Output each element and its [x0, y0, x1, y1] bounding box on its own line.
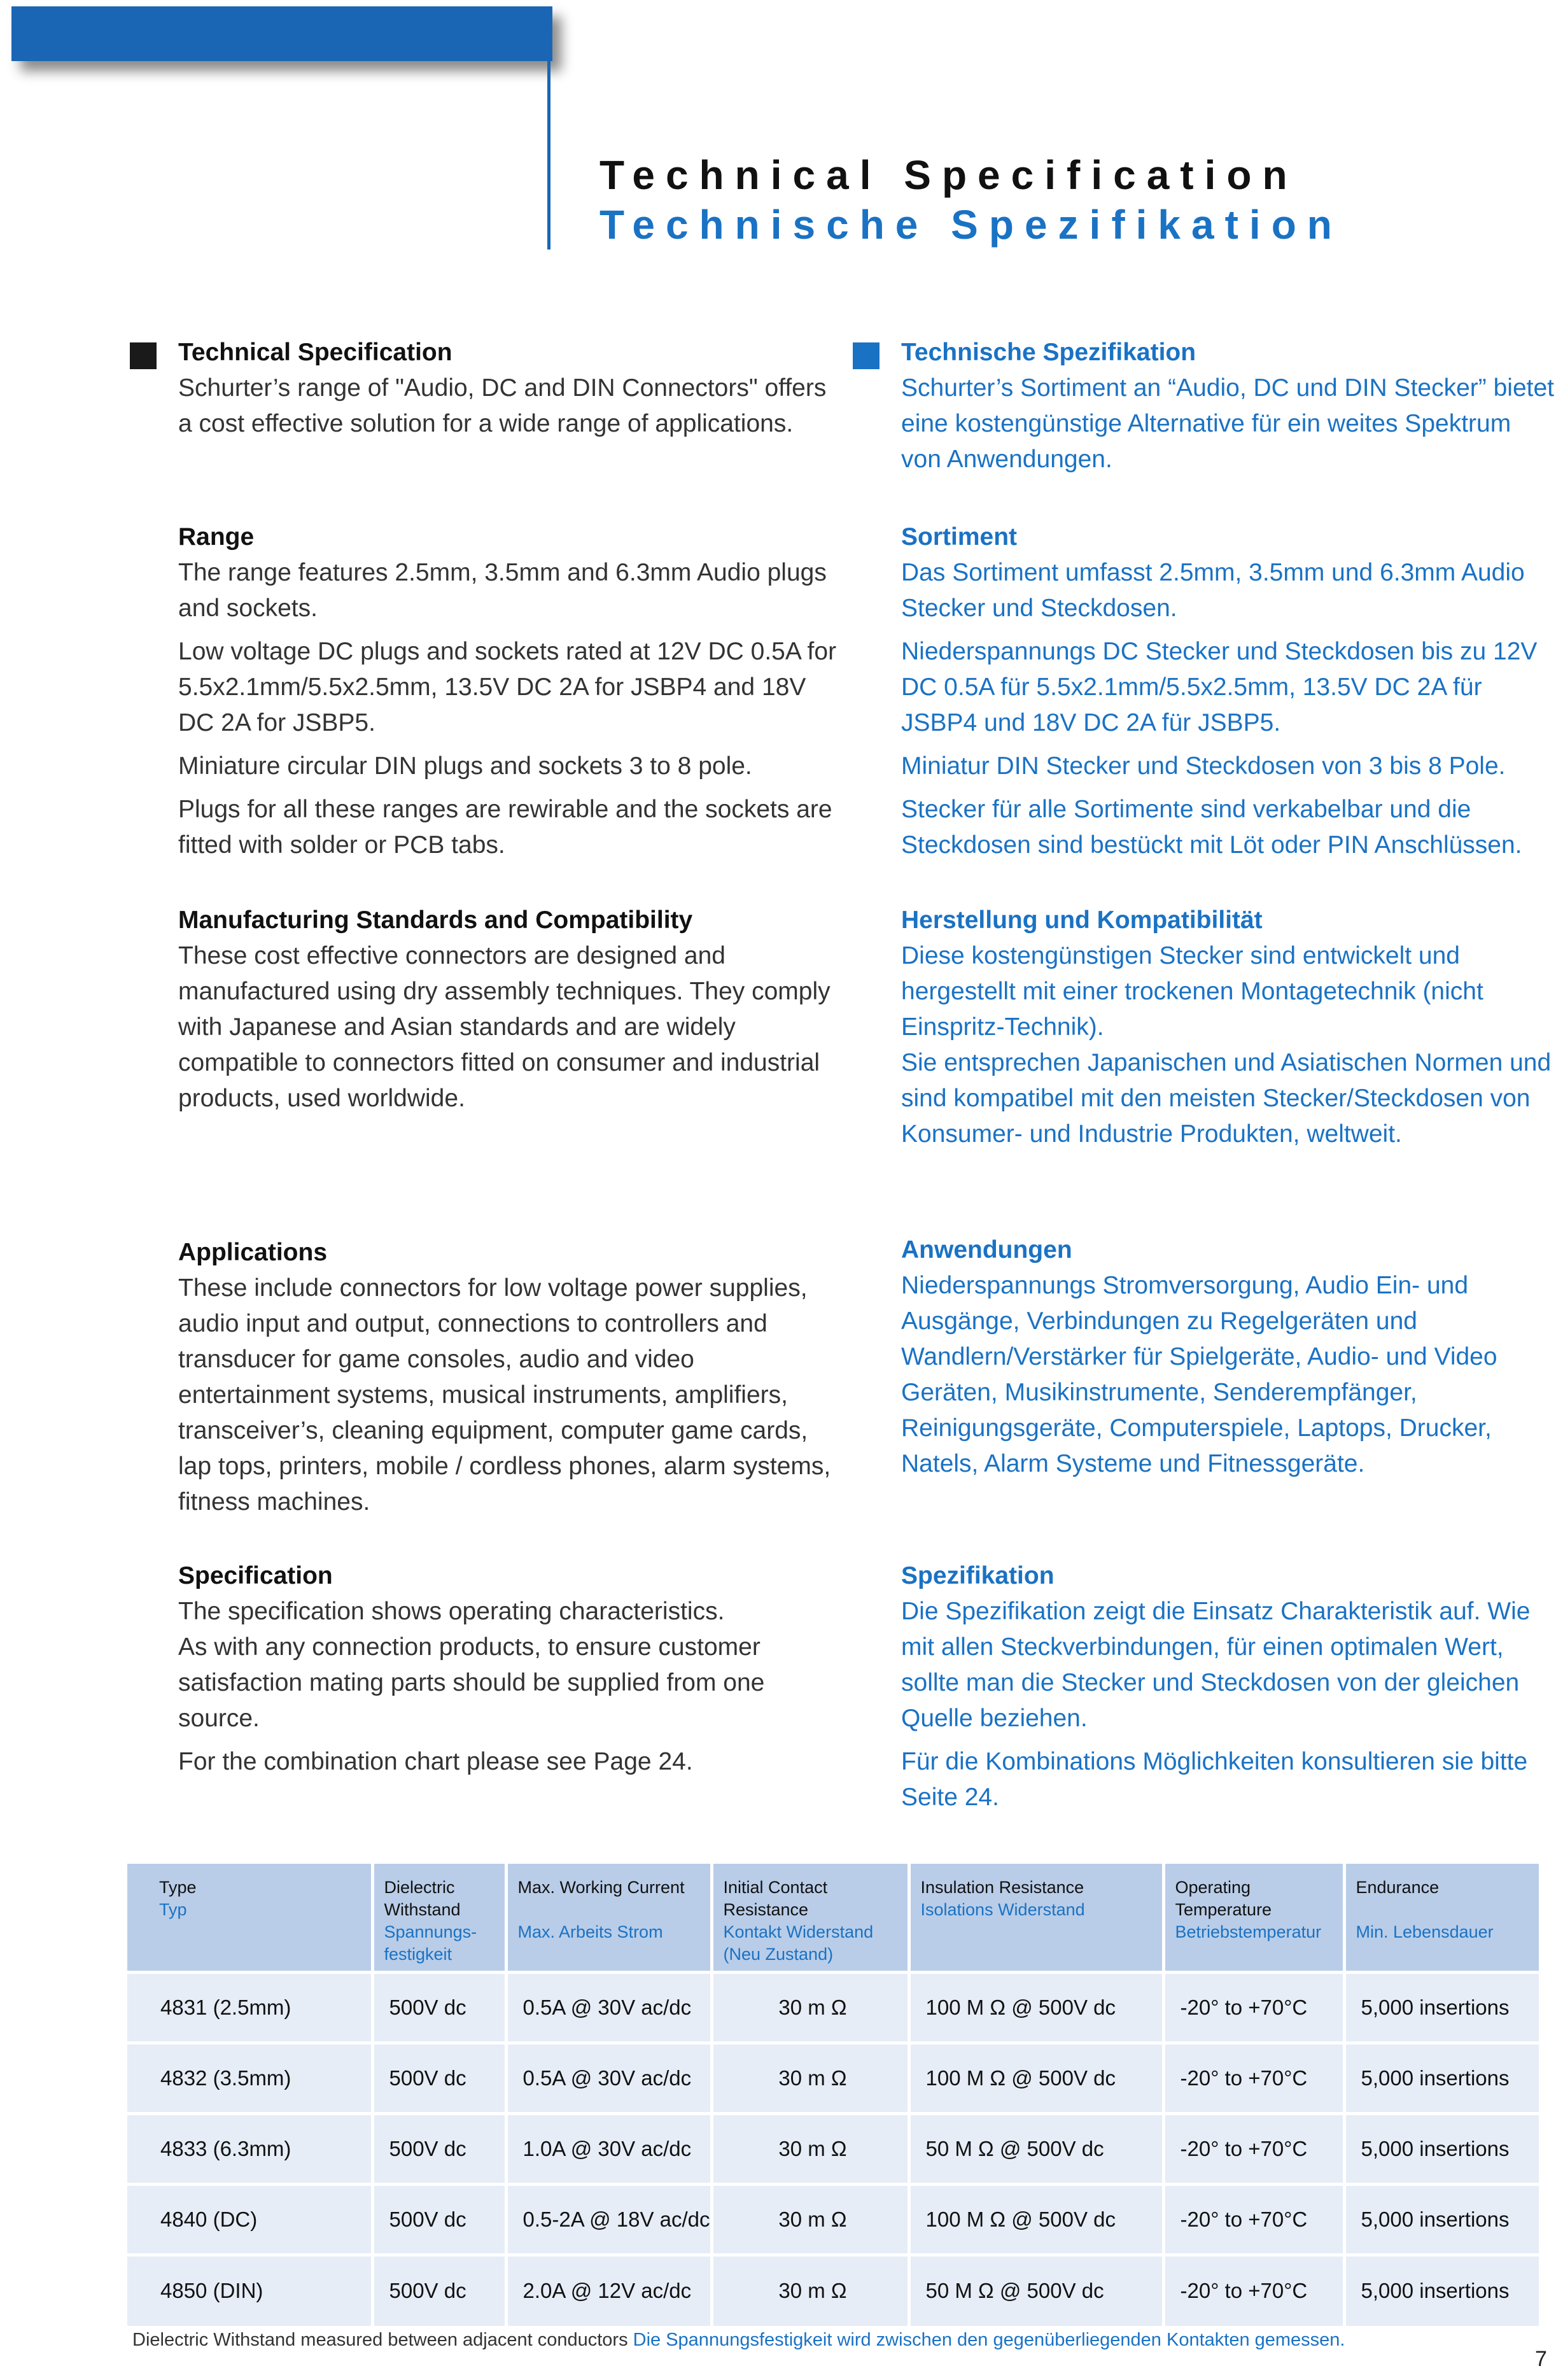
table-cell: 100 M Ω @ 500V dc: [909, 1973, 1163, 2043]
table-cell: 30 m Ω: [711, 1973, 909, 2043]
en-specification-section: [178, 1558, 840, 1787]
en-applications-heading: Applications: [178, 1239, 328, 1266]
table-row: [127, 2114, 1540, 2185]
column-header-temperature: Operating Temperature Betriebstemperatur: [1163, 1864, 1344, 1973]
de-specification-heading: Spezifikation: [901, 1562, 1055, 1589]
table-cell: -20° to +70°C: [1163, 2114, 1344, 2185]
en-applications-section: [178, 1235, 840, 1528]
table-footnote: [132, 2330, 1345, 2351]
table-cell: 1.0A @ 30V ac/dc: [506, 2114, 711, 2185]
table-cell: 50 M Ω @ 500V dc: [909, 2255, 1163, 2326]
column-header-endurance: Endurance Min. Lebensdauer: [1344, 1864, 1540, 1973]
de-specification-section: [901, 1558, 1557, 1823]
page-number: 7: [1535, 2347, 1547, 2371]
en-intro-heading: Technical Specification: [178, 339, 452, 366]
en-specification-p2: As with any connection products, to ensure customer satisfaction mating parts should be supplied from one source.: [178, 1633, 765, 1732]
page-title-en: Technical Specification: [599, 152, 1298, 198]
en-range-p1: The range features 2.5mm, 3.5mm and 6.3mm Audio plugs and sockets.: [178, 559, 827, 622]
column-header-dielectric: Dielectric Withstand Spannungs-festigkeit: [372, 1864, 506, 1973]
table-row: [127, 2255, 1540, 2326]
de-intro-text: Schurter’s Sortiment an “Audio, DC und DIN Stecker” bietet eine kostengünstige Alternative für ein weites Spektrum von Anwendungen.: [901, 374, 1554, 473]
en-manufacturing-text: These cost effective connectors are designed and manufactured using dry assembly techniques. They comply with Japanese and Asian standards and are widely compatible to connectors fitted on consumer and industrial products, used worldwide.: [178, 942, 831, 1112]
header-vertical-line: [547, 6, 550, 250]
footnote-en: Dielectric Withstand measured between adjacent conductors: [132, 2330, 628, 2350]
table-row: [127, 2043, 1540, 2114]
de-range-p2: Niederspannungs DC Stecker und Steckdosen bis zu 12V DC 0.5A für 5.5x2.1mm/5.5x2.5mm, 13.5V DC 2A für JSBP4 und 18V DC 2A für JSBP5.: [901, 638, 1538, 736]
en-range-p3: Miniature circular DIN plugs and sockets 3 to 8 pole.: [178, 752, 752, 780]
footnote-de: Die Spannungsfestigkeit wird zwischen den gegenüberliegenden Kontakten gemessen.: [633, 2330, 1345, 2350]
en-range-section: [178, 519, 840, 871]
de-manufacturing-heading: Herstellung und Kompatibilität: [901, 906, 1263, 934]
table-cell: 500V dc: [372, 2043, 506, 2114]
en-range-p4: Plugs for all these ranges are rewirable and the sockets are fitted with solder or PCB tabs.: [178, 796, 832, 859]
en-specification-p3: For the combination chart please see Page 24.: [178, 1748, 693, 1775]
de-range-section: [901, 519, 1557, 871]
table-cell: 500V dc: [372, 1973, 506, 2043]
table-cell: 4833 (6.3mm): [127, 2114, 372, 2185]
de-applications-section: [901, 1232, 1557, 1489]
table-cell: 100 M Ω @ 500V dc: [909, 2043, 1163, 2114]
de-specification-p1: Die Spezifikation zeigt die Einsatz Charakteristik auf. Wie mit allen Steckverbindungen, für einen optimalen Wert, sollte man die Stecker und Steckdosen von der gleichen Quelle beziehen.: [901, 1598, 1531, 1732]
table-row: [127, 2185, 1540, 2255]
table-cell: -20° to +70°C: [1163, 2185, 1344, 2255]
page-title-de: Technische Spezifikation: [599, 202, 1343, 248]
en-range-p2: Low voltage DC plugs and sockets rated at 12V DC 0.5A for 5.5x2.1mm/5.5x2.5mm, 13.5V DC 2A for JSBP4 and 18V DC 2A for JSBP5.: [178, 638, 837, 736]
table-cell: 4850 (DIN): [127, 2255, 372, 2326]
de-manufacturing-text2: Sie entsprechen Japanischen und Asiatischen Normen und sind kompatibel mit den meisten Stecker/Steckdosen von Konsumer- und Industrie Produkten, weltweit.: [901, 1049, 1552, 1148]
de-range-p1: Das Sortiment umfasst 2.5mm, 3.5mm und 6.3mm Audio Stecker und Steckdosen.: [901, 559, 1525, 622]
specification-table: [127, 1864, 1542, 2326]
table-cell: 0.5-2A @ 18V ac/dc: [506, 2185, 711, 2255]
en-range-heading: Range: [178, 523, 255, 551]
table-row: [127, 1973, 1540, 2043]
de-intro-heading: Technische Spezifikation: [901, 339, 1196, 366]
table-cell: 4840 (DC): [127, 2185, 372, 2255]
column-header-type: Type Typ: [127, 1864, 372, 1973]
en-intro-section: [178, 335, 840, 449]
de-manufacturing-text1: Diese kostengünstigen Stecker sind entwickelt und hergestellt mit einer trockenen Montagetechnik (nicht Einspritz-Technik).: [901, 942, 1483, 1041]
column-header-insulation: Insulation Resistance Isolations Widerstand: [909, 1864, 1163, 1973]
table-cell: 30 m Ω: [711, 2185, 909, 2255]
en-specification-p1: The specification shows operating characteristics.: [178, 1598, 725, 1625]
table-cell: -20° to +70°C: [1163, 2255, 1344, 2326]
table-cell: 0.5A @ 30V ac/dc: [506, 2043, 711, 2114]
de-range-p4: Stecker für alle Sortimente sind verkabelbar und die Steckdosen sind bestückt mit Löt oder PIN Anschlüssen.: [901, 796, 1522, 859]
de-range-heading: Sortiment: [901, 523, 1018, 551]
table-cell: 500V dc: [372, 2255, 506, 2326]
table-cell: 0.5A @ 30V ac/dc: [506, 1973, 711, 2043]
table-cell: 100 M Ω @ 500V dc: [909, 2185, 1163, 2255]
column-header-current: Max. Working Current Max. Arbeits Strom: [506, 1864, 711, 1973]
de-manufacturing-section: [901, 903, 1557, 1160]
square-bullet-icon: [130, 342, 157, 369]
table-cell: 5,000 insertions: [1344, 2043, 1540, 2114]
table-cell: 5,000 insertions: [1344, 2185, 1540, 2255]
table-cell: 5,000 insertions: [1344, 1973, 1540, 2043]
square-bullet-icon: [853, 342, 880, 369]
table-cell: -20° to +70°C: [1163, 1973, 1344, 2043]
column-header-contact-resistance: Initial Contact Resistance Kontakt Widerstand (Neu Zustand): [711, 1864, 909, 1973]
en-applications-text: These include connectors for low voltage power supplies, audio input and output, connections to controllers and transducer for game consoles, audio and video entertainment systems, musical instruments, amplifiers, transceiver’s, cleaning equipment, computer game cards, lap tops, printers, mobile / cordless phones, alarm systems, fitness machines.: [178, 1274, 831, 1516]
en-manufacturing-section: [178, 903, 840, 1124]
table-cell: 500V dc: [372, 2114, 506, 2185]
en-intro-text: Schurter’s range of "Audio, DC and DIN Connectors" offers a cost effective solution for a wide range of applications.: [178, 374, 827, 437]
table-cell: 30 m Ω: [711, 2043, 909, 2114]
de-applications-text: Niederspannungs Stromversorgung, Audio Ein- und Ausgänge, Verbindungen zu Regelgeräten und Wandlern/Verstärker für Spielgeräte, Audio- und Video Geräten, Musikinstrumente, Senderempfänger, Reinigungsgeräte, Computerspiele, Laptops, Drucker, Natels, Alarm Systeme und Fitnessgeräte.: [901, 1272, 1497, 1477]
en-specification-heading: Specification: [178, 1562, 333, 1589]
table-header-row: [127, 1864, 1540, 1973]
table-cell: 4832 (3.5mm): [127, 2043, 372, 2114]
table-cell: 5,000 insertions: [1344, 2114, 1540, 2185]
en-manufacturing-heading: Manufacturing Standards and Compatibility: [178, 906, 693, 934]
table-cell: 4831 (2.5mm): [127, 1973, 372, 2043]
table-cell: 500V dc: [372, 2185, 506, 2255]
de-specification-p2: Für die Kombinations Möglichkeiten konsultieren sie bitte Seite 24.: [901, 1748, 1528, 1811]
table-cell: -20° to +70°C: [1163, 2043, 1344, 2114]
de-range-p3: Miniatur DIN Stecker und Steckdosen von 3 bis 8 Pole.: [901, 752, 1506, 780]
table-cell: 30 m Ω: [711, 2255, 909, 2326]
table-cell: 50 M Ω @ 500V dc: [909, 2114, 1163, 2185]
table-cell: 5,000 insertions: [1344, 2255, 1540, 2326]
de-applications-heading: Anwendungen: [901, 1236, 1072, 1264]
de-intro-section: [901, 335, 1557, 485]
table-cell: 2.0A @ 12V ac/dc: [506, 2255, 711, 2326]
table-cell: 30 m Ω: [711, 2114, 909, 2185]
header-blue-bar: [11, 6, 552, 61]
